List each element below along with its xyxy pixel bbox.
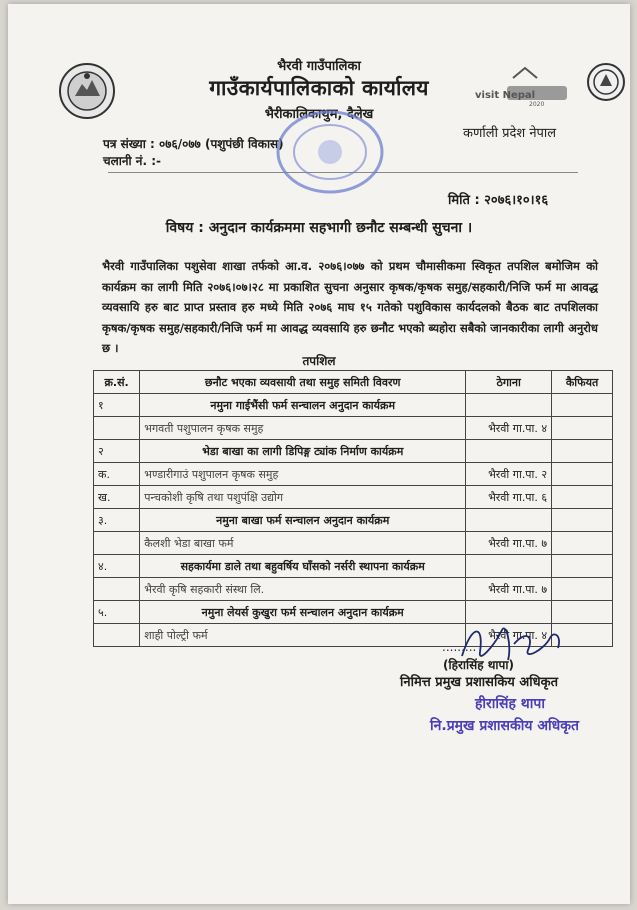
header-description: छनौट भएका व्यवसायी तथा समुह समिती विवरण — [140, 371, 466, 394]
visit-nepal-text: visit Nepal — [475, 90, 536, 101]
document-page — [8, 4, 630, 904]
row-address — [466, 555, 552, 578]
row-serial: २ — [94, 440, 140, 463]
row-remark — [552, 555, 613, 578]
stamp-signatory-name: हीरासिंह थापा — [475, 696, 545, 712]
row-remark — [552, 417, 613, 440]
round-logo-icon — [586, 62, 626, 102]
row-serial — [94, 624, 140, 647]
row-remark — [552, 578, 613, 601]
table-row — [94, 440, 613, 463]
row-address: भैरवी गा.पा. ४ — [466, 624, 552, 647]
row-description: पन्चकोशी कृषि तथा पशुपंक्षि उद्योग — [140, 486, 466, 509]
row-address: भैरवी गा.पा. ७ — [466, 578, 552, 601]
row-address: भैरवी गा.पा. ६ — [466, 486, 552, 509]
letter-body: भैरवी गाउँपालिका पशुसेवा शाखा तर्फको आ.व. २०७६।०७७ को प्रथम चौमासीकमा स्विकृत तपशिल बमोजिम को कार्यक्रम का लागी मिति २०७६।०७।२८ मा प्रकाशित सुचना अनुसार कृषक/कृषक समुह/सहकारी/निजि फर्म मा आवद्ध व्यवसायि हरु बाट प्राप्त प्रस्ताव हरु मध्ये मिति २०७६ माघ १५ गतेको पशुविकास कार्यदलको बैठक बाट तपशिलका कृषक/कृषक समुह/सहकारी/निजि फर्म मा आवद्ध व्यवसायि हरु छनौट भएको ब्यहोरा सबैको जानकारीका लागी अनुरोध छ । — [102, 259, 598, 355]
letter-date: मिति : २०७६।१०।१६ — [448, 193, 549, 208]
row-serial: ३. — [94, 509, 140, 532]
row-address: भैरवी गा.पा. ७ — [466, 532, 552, 555]
row-description: भण्डारीगाउं पशुपालन कृषक समुह — [140, 463, 466, 486]
table-row — [94, 486, 613, 509]
table-row — [94, 417, 613, 440]
table-body — [94, 394, 613, 647]
row-remark — [552, 440, 613, 463]
visit-nepal-year: 2020 — [529, 101, 545, 106]
row-remark — [552, 532, 613, 555]
row-description: भैरवी कृषि सहकारी संस्था लि. — [140, 578, 466, 601]
row-remark — [552, 463, 613, 486]
row-address: भैरवी गा.पा. २ — [466, 463, 552, 486]
row-remark — [552, 486, 613, 509]
row-serial: ४. — [94, 555, 140, 578]
visit-nepal-logo-icon — [473, 66, 573, 106]
row-description: भेडा बाखा का लागी डिपिङ्ग ट्यांक निर्माण कार्यक्रम — [140, 440, 466, 463]
row-address — [466, 509, 552, 532]
row-description: नमुना बाखा फर्म सन्चालन अनुदान कार्यक्रम — [140, 509, 466, 532]
row-serial — [94, 578, 140, 601]
selection-table — [93, 370, 613, 647]
signature-dots: ......... — [442, 640, 477, 654]
row-remark — [552, 394, 613, 417]
row-address — [466, 440, 552, 463]
signatory-title: निमित्त प्रमुख प्रशासकिय अधिकृत — [400, 675, 559, 690]
stamp-signatory-title: नि.प्रमुख प्रशासकीय अधिकृत — [430, 718, 579, 734]
row-description: नमुना गाईभैंसी फर्म सन्चालन अनुदान कार्यक्रम — [140, 394, 466, 417]
row-serial: क. — [94, 463, 140, 486]
row-description: शाही पोल्ट्री फर्म — [140, 624, 466, 647]
table-row — [94, 509, 613, 532]
row-serial — [94, 417, 140, 440]
row-description: सहकार्यमा डाले तथा बहुवर्षिय घाँसको नर्सरी स्थापना कार्यक्रम — [140, 555, 466, 578]
row-description: कैलशी भेडा बाखा फर्म — [140, 532, 466, 555]
table-row — [94, 463, 613, 486]
row-description: भगवती पशुपालन कृषक समुह — [140, 417, 466, 440]
office-address: भैरीकालिकाथुम, दैलेख — [264, 107, 374, 122]
reference-number: पत्र संख्या : ०७६/०७७ (पशुपंछी विकास) — [103, 137, 284, 151]
table-row — [94, 394, 613, 417]
table-header-row — [94, 371, 613, 394]
row-serial: १ — [94, 394, 140, 417]
row-description: नमुना लेयर्स कुखुरा फर्म सन्चालन अनुदान कार्यक्रम — [140, 601, 466, 624]
table-row — [94, 555, 613, 578]
letter-subject: विषय : अनुदान कार्यक्रममा सहभागी छनौट सम्बन्धी सुचना । — [165, 220, 473, 236]
row-serial: ५. — [94, 601, 140, 624]
header-sn: क्र.सं. — [94, 371, 140, 394]
row-address — [466, 394, 552, 417]
row-serial: ख. — [94, 486, 140, 509]
dispatch-number: चलानी नं. :- — [103, 154, 161, 168]
row-address: भैरवी गा.पा. ४ — [466, 417, 552, 440]
row-remark — [552, 509, 613, 532]
table-row — [94, 578, 613, 601]
office-name: गाउँकार्यपालिकाको कार्यालय — [209, 76, 429, 100]
row-serial — [94, 532, 140, 555]
province-name: कर्णाली प्रदेश नेपाल — [463, 126, 557, 141]
municipality-name: भैरवी गाउँपालिका — [277, 59, 361, 74]
table-row — [94, 532, 613, 555]
header-address: ठेगाना — [466, 371, 552, 394]
details-title: तपशिल — [302, 354, 336, 368]
office-stamp-icon — [270, 102, 390, 202]
header-remarks: कैफियत — [552, 371, 613, 394]
signatory-name: (हिरासिंह थापा) — [443, 658, 514, 672]
